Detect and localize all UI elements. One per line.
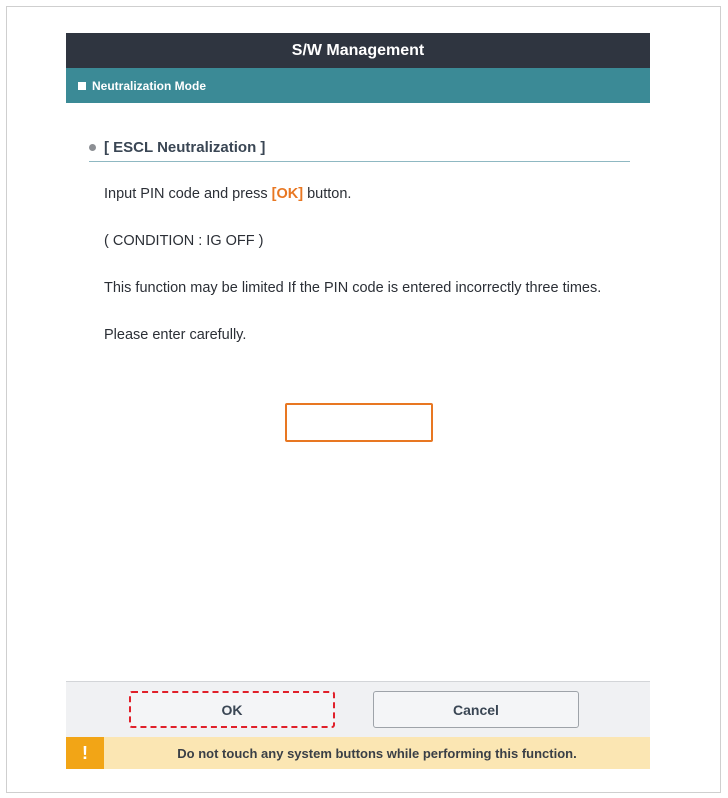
section-title: [ ESCL Neutralization ] bbox=[104, 139, 266, 156]
window-title: S/W Management bbox=[291, 41, 425, 59]
section-header bbox=[89, 134, 630, 162]
footer-warning-bar bbox=[66, 737, 650, 769]
condition-text: ( CONDITION : IG OFF ) bbox=[104, 233, 264, 249]
careful-text: Please enter carefully. bbox=[104, 327, 247, 343]
ok-button[interactable]: OK bbox=[129, 691, 335, 728]
square-icon bbox=[78, 82, 86, 90]
mode-label: Neutralization Mode bbox=[92, 78, 207, 93]
mode-bar bbox=[66, 68, 650, 103]
instruction-line: Input PIN code and press [OK] button. bbox=[104, 186, 352, 202]
button-bar bbox=[66, 681, 650, 737]
instructions bbox=[104, 183, 604, 371]
cancel-button[interactable]: Cancel bbox=[373, 691, 579, 728]
title-bar bbox=[66, 33, 650, 68]
footer-warning-text: Do not touch any system buttons while performing this function. bbox=[177, 745, 577, 761]
pin-code-input[interactable] bbox=[285, 403, 433, 442]
sw-management-dialog bbox=[66, 33, 650, 769]
limit-warning-text: This function may be limited If the PIN code is entered incorrectly three times. bbox=[104, 280, 602, 296]
ok-highlight-text: [OK] bbox=[271, 186, 304, 202]
warning-icon: ! bbox=[66, 737, 104, 769]
bullet-icon bbox=[89, 144, 96, 151]
